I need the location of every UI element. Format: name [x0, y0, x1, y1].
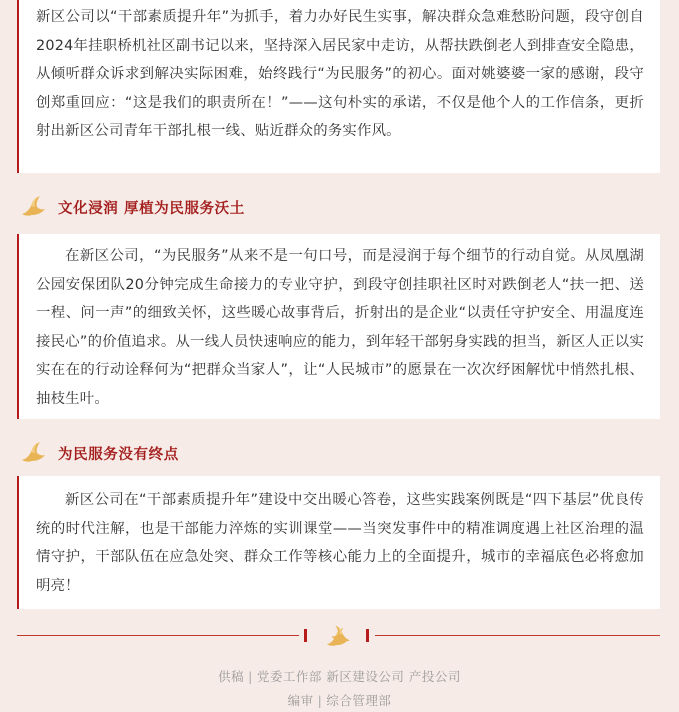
editor-line	[0, 691, 679, 709]
section-title-culture: 文化浸润 厚植为民服务沃土	[58, 200, 245, 217]
contributors-line	[0, 667, 679, 685]
culture-paragraph: 在新区公司，“为民服务”从来不是一句口号，而是浸润于每个细节的行动自觉。从凤凰湖公园安保团队20分钟完成生命接力的专业守护，到段守创挂职社区时对跌倒老人“扶一把、送一程、问一声”的细致关怀，这些暖心故事背后，折射出的是企业“以责任守护安全、用温度连接民心”的价值追求。从一线人员快速响应的能力，到年轻干部躬身实践的担当，新区人正以实实在在的行动诠释何为“把群众当家人”，让“人民城市”的愿景在一次次纾困解忧中悄然扎根、抽枝生叶。	[36, 248, 644, 407]
double-dove-icon	[318, 622, 358, 650]
contributors-label: 供稿	[218, 669, 245, 684]
editor-dept: 综合管理部	[326, 693, 392, 708]
intro-paragraph: 新区公司以“干部素质提升年”为抓手，着力办好民生实事，解决群众急难愁盼问题，段守创自2024年挂职桥机社区副书记以来，坚持深入居民家中走访，从帮扶跌倒老人到排查安全隐患，从倾听群众诉求到解决实际困难，始终践行“为民服务”的初心。面对姚婆婆一家的感谢，段守创郑重回应：“这是我们的职责所在！”——这句朴实的承诺，不仅是他个人的工作信条，更折射出新区公司青年干部扎根一线、贴近群众的务实作风。	[36, 9, 644, 139]
contributor-construction: 新区建设公司	[326, 669, 405, 684]
footer-divider	[17, 621, 660, 651]
endless-paragraph: 新区公司在“干部素质提升年”建设中交出暖心答卷，这些实践案例既是“四下基层”优良传统的时代注解，也是干部能力淬炼的实训课堂——当突发事件中的精准调度遇上社区治理的温情守护，干部队伍在应急处突、群众工作等核心能力上的全面提升，城市的幸福底色必将愈加明亮！	[36, 492, 644, 594]
endless-card	[17, 476, 660, 609]
section-header-endless	[20, 438, 179, 468]
section-title-endless: 为民服务没有终点	[58, 446, 179, 463]
section-header-culture	[20, 192, 245, 222]
editor-label: 编审	[287, 693, 314, 708]
separator: |	[248, 669, 253, 684]
intro-card	[17, 0, 660, 173]
culture-card	[17, 234, 660, 419]
contributor-party: 党委工作部	[256, 669, 322, 684]
separator: |	[317, 693, 323, 708]
contributor-investment: 产投公司	[408, 669, 461, 684]
dove-icon	[20, 194, 46, 220]
dove-icon	[20, 440, 46, 466]
